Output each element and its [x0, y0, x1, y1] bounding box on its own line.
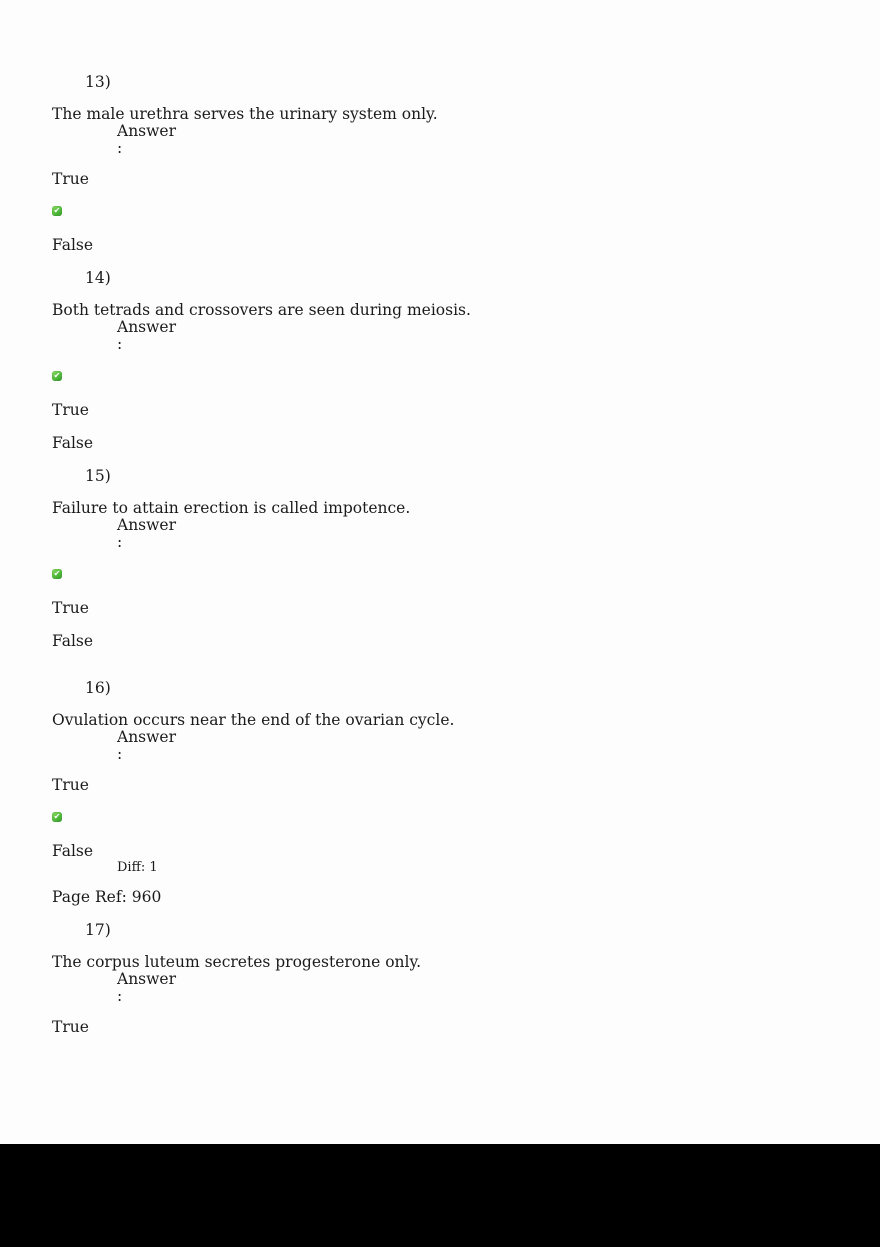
question-text: Both tetrads and crossovers are seen during meiosis. — [52, 301, 471, 319]
answer-colon: : — [117, 745, 123, 763]
option-true: True — [52, 401, 89, 419]
question-text: The corpus luteum secretes progesterone only. — [52, 953, 422, 971]
check-glyph: ✔ — [53, 206, 61, 215]
question-number: 17) — [85, 921, 111, 939]
answer-colon: : — [117, 335, 123, 353]
option-false: False — [52, 632, 94, 650]
option-false: False — [52, 434, 94, 452]
answer-label: Answer — [117, 728, 176, 746]
correct-answer-marker — [52, 367, 840, 384]
check-glyph: ✔ — [53, 371, 61, 380]
question-15 — [52, 468, 840, 650]
answer-label: Answer — [117, 516, 176, 534]
question-number: 14) — [85, 269, 111, 287]
page-ref-label: Page Ref: 960 — [52, 888, 162, 906]
question-number: 13) — [85, 73, 111, 91]
question-text: The male urethra serves the urinary system only. — [52, 105, 438, 123]
black-footer-bar — [0, 1144, 880, 1247]
green-check-icon — [52, 371, 62, 381]
check-glyph: ✔ — [53, 812, 61, 821]
answer-label: Answer — [117, 122, 176, 140]
option-true: True — [52, 776, 89, 794]
option-true: True — [52, 1018, 89, 1036]
question-17 — [52, 922, 840, 1036]
question-number: 16) — [85, 679, 111, 697]
question-number: 15) — [85, 467, 111, 485]
option-false: False — [52, 842, 94, 860]
green-check-icon — [52, 569, 62, 579]
option-true: True — [52, 599, 89, 617]
question-14 — [52, 270, 840, 452]
answer-label: Answer — [117, 318, 176, 336]
difficulty-label: Diff: 1 — [117, 860, 158, 875]
check-glyph: ✔ — [53, 569, 61, 578]
question-text: Failure to attain erection is called impotence. — [52, 499, 411, 517]
option-true: True — [52, 170, 89, 188]
green-check-icon — [52, 812, 62, 822]
answer-colon: : — [117, 139, 123, 157]
option-false: False — [52, 236, 94, 254]
question-16 — [52, 680, 840, 906]
answer-colon: : — [117, 987, 123, 1005]
answer-label: Answer — [117, 970, 176, 988]
correct-answer-marker — [52, 202, 840, 219]
correct-answer-marker — [52, 808, 840, 825]
correct-answer-marker — [52, 565, 840, 582]
question-text: Ovulation occurs near the end of the ovarian cycle. — [52, 711, 455, 729]
question-13 — [52, 74, 840, 254]
answer-colon: : — [117, 533, 123, 551]
green-check-icon — [52, 206, 62, 216]
